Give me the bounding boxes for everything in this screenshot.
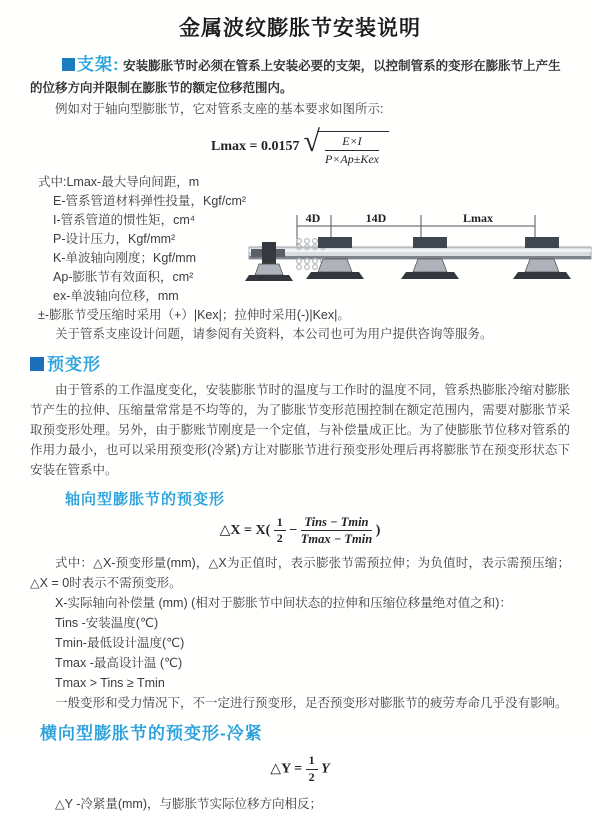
close-paren: ) <box>375 523 381 539</box>
formula-lateral-rhs: Y <box>321 761 330 777</box>
radical-sign <box>304 127 389 167</box>
support-intro-text: 安装膨胀节时必须在管系上安装必要的支架，以控制管系的变形在膨胀节上产生的位移方向并限制在膨胀节的额定位移范围内。 <box>30 59 561 95</box>
formula-lmax-denominator: P×Ap±Kex <box>324 152 379 166</box>
formula-axial-lhs: △X = X( <box>219 523 271 539</box>
sqrt-glyph: √ <box>303 125 320 158</box>
formula-lateral-lhs: △Y = <box>270 761 303 777</box>
formula-lmax <box>30 127 570 167</box>
one-half-fraction: $\frac{1}{2}$ <box>306 754 318 785</box>
one-half-fraction: $\frac{1}{2}$ <box>274 516 286 547</box>
preform-section-heading: 预变形 <box>30 350 570 375</box>
definition-line: Ap-膨胀节有效面积，cm² <box>53 270 194 284</box>
support-intro <box>30 54 570 99</box>
page-title: 金属波纹膨胀节安装说明 <box>179 17 421 40</box>
axial-subheading: 轴向型膨胀节的预变形 <box>65 491 226 508</box>
definitions-and-diagram <box>30 173 570 344</box>
definition-line: I-管系管道的惯性矩，cm⁴ <box>53 213 196 227</box>
dim-label-4d: 4D <box>305 211 321 225</box>
definition-line: E-管系管道材料弹性投量，Kgf/cm² <box>53 194 247 208</box>
definition-line: 关于管系支座设计问题，请参阅有关资料，本公司也可为用户提供咨询等服务。 <box>55 327 493 341</box>
dim-label-14d: 14D <box>365 211 387 225</box>
definition-line: P-设计压力，Kgf/mm² <box>53 232 176 246</box>
support-heading: 支架: <box>77 55 120 74</box>
definition-line: ex-单波轴向位移，mm <box>53 289 179 303</box>
axial-line: X-实际轴向补偿量 (mm) (相对于膨胀节中间状态的拉伸和压缩位移量绝对值之和)： <box>55 595 512 610</box>
axial-note: 式中：△X-预变形量(mm)，△X为正值时，表示膨张节需预拉伸；为负值时，表示需预压缩；△X = 0时表示不需预变形。 <box>30 555 570 590</box>
lateral-note: △Y -冷紧量(mm)，与膨胀节实际位移方向相反； <box>55 797 323 812</box>
axial-line: Tins -安装温度(℃) <box>55 615 159 630</box>
axial-line: Tmax -最高设计温 (℃) <box>55 655 183 670</box>
minus-sign: − <box>289 523 298 539</box>
lateral-subheading: 横向型膨胀节的预变形-冷紧 <box>40 723 263 743</box>
dim-label-lmax: Lmax <box>463 211 493 225</box>
definition-line: 式中:Lmax-最大导向间距，m <box>38 175 200 189</box>
support-example: 例如对于轴向型膨胀节，它对管系支座的基本要求如图所示: <box>55 102 384 116</box>
pipe-support-diagram <box>245 209 595 305</box>
temperature-fraction: $\frac{\text{Tins − Tmin}}{Tmax - Tmin}$ <box>300 515 373 547</box>
formula-lmax-lhs: Lmax = 0.0157 <box>211 139 300 154</box>
formula-lmax-numerator: E×I <box>325 134 379 151</box>
axial-line: 一般变形和受力情况下，不一定进行预变形，足否预变形对膨胀节的疲劳寿命几乎没有影响。 <box>55 695 568 710</box>
axial-line: Tmin-最低设计温度(℃) <box>55 635 185 650</box>
definition-line: K-单波轴向刚度；Kgf/mm <box>53 251 197 265</box>
formula-lateral <box>30 754 570 785</box>
definition-line: ±-膨胀节受压缩时采用（+）|Kex|；拉伸时采用(-)|Kex|。 <box>38 308 350 322</box>
bullet-square-icon <box>62 58 75 71</box>
bullet-square-icon <box>30 357 44 371</box>
axial-line: Tmax > Tins ≥ Tmin <box>55 675 165 690</box>
preform-paragraph: 由于管系的工作温度变化，安装膨胀节时的温度与工作时的温度不同，管系热膨胀冷缩对膨胀节产生的拉伸、压缩量常常是不均等的，为了膨胀节变形范围控制在额定范围内，需要对膨胀节采取预变形处理。另外，由于膨账节刚度是一个定值，与补偿量成正比。为了使膨胀节位移对管系的作用力最小，也可以采用预变形(冷紧)方让对膨胀节进行预变形处理后再将膨胀节在预变形状态下安装在管系中。 <box>30 383 570 477</box>
formula-axial <box>30 515 570 547</box>
